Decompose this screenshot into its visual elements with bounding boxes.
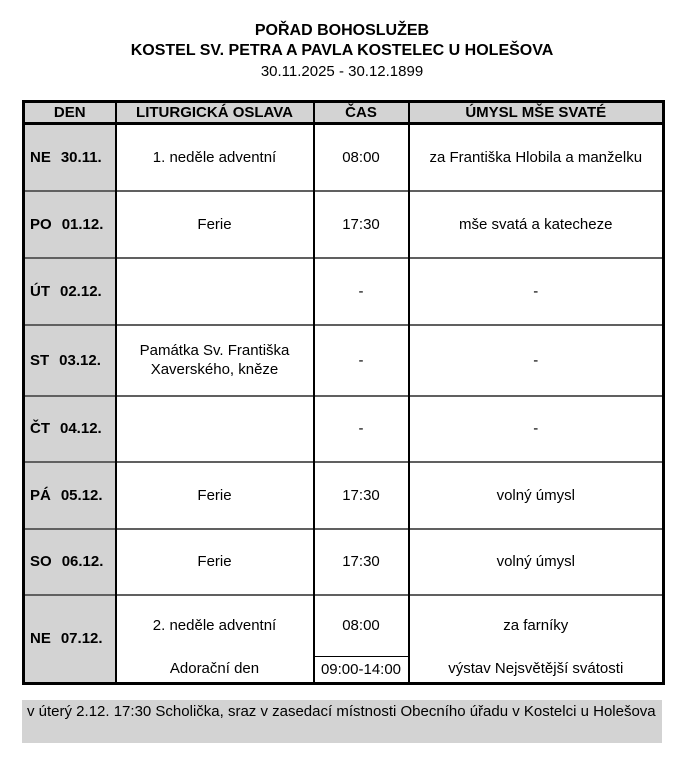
intention-cell: za Františka Hlobila a manželku — [409, 124, 664, 191]
day-abbr: ÚT — [30, 282, 50, 300]
table-row — [24, 124, 664, 191]
day-abbr: NE — [30, 148, 51, 166]
column-header-cas: ČAS — [314, 102, 409, 124]
day-date: 06.12. — [61, 553, 104, 570]
day-date: 07.12. — [60, 630, 103, 648]
time-cell: 17:30 — [314, 191, 409, 258]
day-cell — [24, 325, 116, 396]
column-header-liturgicka-oslava: LITURGICKÁ OSLAVA — [116, 102, 314, 124]
day-cell — [24, 462, 116, 529]
intention-cell: volný úmysl — [409, 529, 664, 595]
document-header — [0, 21, 684, 81]
time-cell: - — [314, 325, 409, 396]
intention-cell: volný úmysl — [409, 462, 664, 529]
intention-cell: - — [409, 396, 664, 462]
celebration-cell: Ferie — [116, 462, 314, 529]
schedule-table — [22, 100, 665, 685]
page-title: POŘAD BOHOSLUŽEB — [254, 22, 430, 39]
time-cell — [314, 595, 409, 684]
celebration-cell — [116, 396, 314, 462]
intention-secondary: výstav Nejsvětější svátosti — [448, 660, 624, 678]
table-row — [24, 396, 664, 462]
table-row — [24, 462, 664, 529]
day-abbr: PÁ — [30, 486, 51, 504]
day-cell — [24, 595, 116, 684]
day-date: 30.11. — [60, 148, 102, 166]
celebration-cell: Památka Sv. Františka Xaverského, kněze — [116, 325, 314, 396]
time-cell: 17:30 — [314, 462, 409, 529]
day-abbr: ČT — [30, 420, 50, 437]
day-cell — [24, 258, 116, 325]
column-header-umysl: ÚMYSL MŠE SVATÉ — [409, 102, 664, 124]
column-header-den: DEN — [24, 102, 116, 124]
intention-main: za farníky — [503, 617, 569, 635]
celebration-cell: Ferie — [116, 529, 314, 595]
day-date: 05.12. — [60, 486, 103, 504]
time-main: 08:00 — [342, 617, 380, 635]
day-abbr: NE — [30, 630, 51, 648]
church-name: KOSTEL SV. PETRA A PAVLA KOSTELEC U HOLEŠOVA — [130, 42, 554, 59]
intention-cell: mše svatá a katecheze — [409, 191, 664, 258]
day-abbr: SO — [30, 553, 52, 570]
time-cell: - — [314, 258, 409, 325]
time-cell: 08:00 — [314, 124, 409, 191]
time-secondary: 09:00-14:00 — [315, 656, 408, 682]
celebration-cell — [116, 258, 314, 325]
day-abbr: ST — [30, 351, 50, 369]
day-cell — [24, 124, 116, 191]
table-row — [24, 258, 664, 325]
day-abbr: PO — [30, 215, 52, 233]
table-row — [24, 595, 664, 684]
intention-cell: - — [409, 325, 664, 396]
time-cell: - — [314, 396, 409, 462]
celebration-cell: Ferie — [116, 191, 314, 258]
celebration-secondary: Adorační den — [169, 660, 260, 678]
celebration-cell: 1. neděle adventní — [116, 124, 314, 191]
time-cell: 17:30 — [314, 529, 409, 595]
day-date: 03.12. — [59, 351, 101, 369]
table-row — [24, 191, 664, 258]
table-header-row — [24, 102, 664, 124]
date-range: 30.11.2025 - 30.12.1899 — [260, 63, 424, 80]
day-cell — [24, 396, 116, 462]
table-row — [24, 529, 664, 595]
celebration-cell — [116, 595, 314, 684]
table-row — [24, 325, 664, 396]
day-cell — [24, 529, 116, 595]
day-date: 04.12. — [60, 420, 102, 437]
intention-cell: - — [409, 258, 664, 325]
celebration-main: 2. neděle adventní — [152, 617, 277, 635]
day-date: 01.12. — [61, 215, 104, 233]
day-cell — [24, 191, 116, 258]
intention-cell — [409, 595, 664, 684]
footer-note: v úterý 2.12. 17:30 Scholička, sraz v zasedací místnosti Obecního úřadu v Kostelci u Holešova — [22, 700, 662, 743]
day-date: 02.12. — [60, 282, 102, 300]
